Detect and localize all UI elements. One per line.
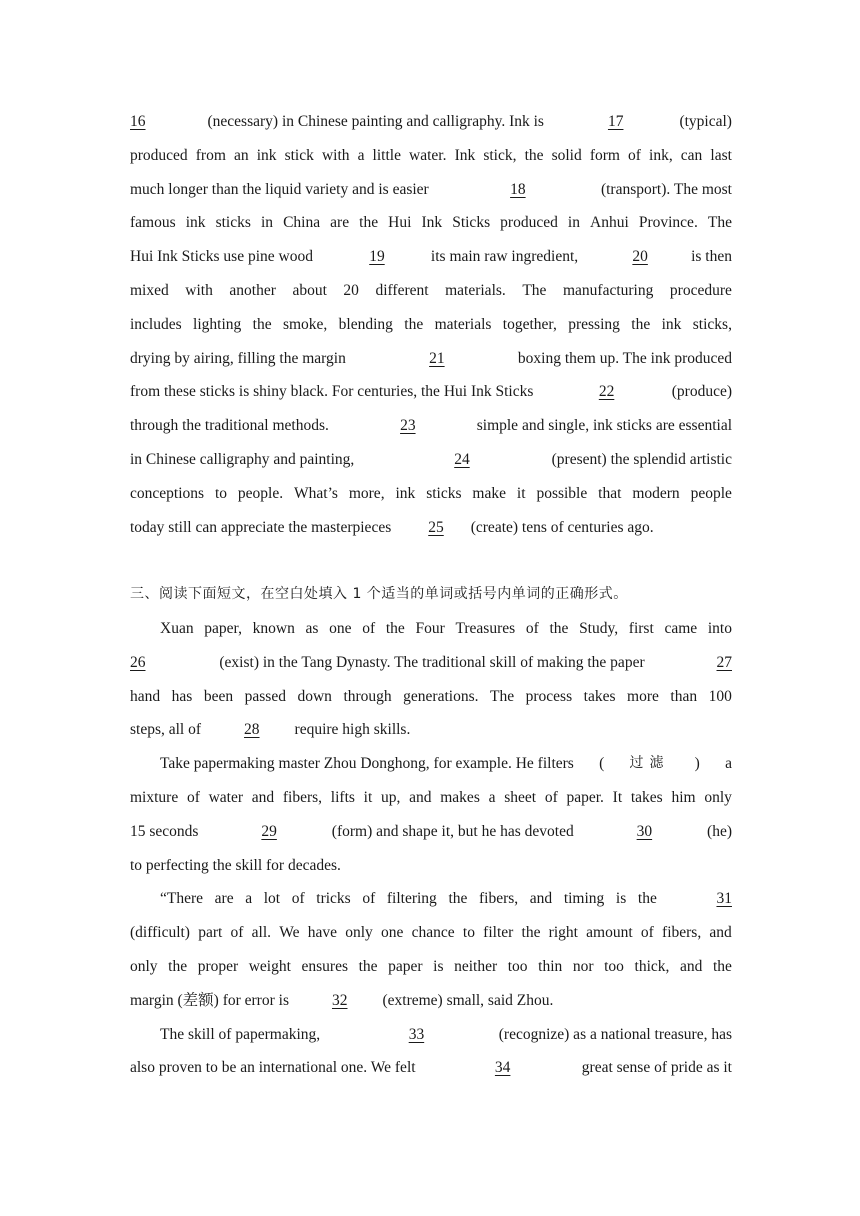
text: in Chinese calligraphy and painting, xyxy=(130,450,355,468)
paren: ) xyxy=(694,755,700,773)
word: The xyxy=(522,281,547,299)
text: (exist) in the Tang Dynasty. The traditional skill of making the paper xyxy=(219,653,645,671)
section-title: 三、阅读下面短文，在空白处填入 1 个适当的单词或括号内单词的正确形式。 xyxy=(130,586,628,603)
word: to xyxy=(214,484,228,502)
text: from these sticks is shiny black. For centuries, the Hui Ink Sticks xyxy=(130,383,534,401)
word: the xyxy=(252,315,272,333)
word: modern xyxy=(632,484,680,502)
word: ink, xyxy=(649,146,673,164)
section-heading xyxy=(130,578,732,612)
word: a xyxy=(245,890,253,908)
word: 100 xyxy=(708,687,732,705)
word: materials. xyxy=(445,281,506,299)
word: Anhui xyxy=(590,214,629,232)
passage-line xyxy=(130,680,732,714)
word: the xyxy=(168,957,188,975)
word: lot xyxy=(263,890,281,908)
word: people xyxy=(690,484,732,502)
word: the xyxy=(359,214,379,232)
word: sticks xyxy=(215,214,251,232)
word: It xyxy=(612,788,623,806)
word: one xyxy=(329,619,352,637)
word: Ink xyxy=(454,146,476,164)
word: Four xyxy=(415,619,445,637)
word: that xyxy=(598,484,622,502)
blank-29[interactable]: 29 xyxy=(261,822,277,840)
word: makes xyxy=(440,788,480,806)
word: than xyxy=(670,687,698,705)
word: process xyxy=(525,687,573,705)
word: materials xyxy=(434,315,492,333)
word: the xyxy=(358,957,378,975)
word: all. xyxy=(251,924,272,942)
word: are xyxy=(214,890,234,908)
word: only xyxy=(345,924,373,942)
word: the xyxy=(524,146,544,164)
word: chance xyxy=(411,924,455,942)
word: part xyxy=(198,924,223,942)
word: mixture xyxy=(130,788,179,806)
word: in xyxy=(567,214,580,232)
passage-line xyxy=(130,240,732,274)
word: water xyxy=(208,788,244,806)
passage-line xyxy=(130,781,732,815)
word: the xyxy=(637,890,657,908)
word: (difficult) xyxy=(130,924,190,942)
word: filter xyxy=(483,924,514,942)
word: right xyxy=(548,924,578,942)
word: timing xyxy=(563,890,605,908)
word: been xyxy=(203,687,234,705)
word: it xyxy=(363,788,373,806)
word: of xyxy=(186,788,200,806)
word: solid xyxy=(551,146,582,164)
passage-line xyxy=(130,477,732,511)
word: the xyxy=(385,619,405,637)
word: and xyxy=(680,957,703,975)
word: fibers, xyxy=(479,890,519,908)
word: one xyxy=(381,924,404,942)
word: Xuan xyxy=(160,619,194,637)
passage-line xyxy=(130,173,732,207)
word: the xyxy=(631,315,651,333)
word: lifts xyxy=(330,788,355,806)
text: great sense of pride as it xyxy=(581,1059,732,1077)
word: China xyxy=(283,214,321,232)
text: (typical) xyxy=(679,113,732,130)
word: 20 xyxy=(343,281,359,299)
word: people. xyxy=(237,484,284,502)
passage-line xyxy=(130,375,732,409)
passage-line xyxy=(130,916,732,950)
word: ensures xyxy=(301,957,349,975)
word: produced xyxy=(500,214,558,232)
word: of xyxy=(628,146,641,164)
blank-20[interactable]: 20 xyxy=(632,248,648,266)
word: ink xyxy=(185,214,206,232)
word: are xyxy=(330,214,350,232)
word: an xyxy=(233,146,249,164)
word: the xyxy=(404,315,424,333)
word: down xyxy=(297,687,332,705)
word: procedure xyxy=(669,281,732,299)
word: known xyxy=(252,619,295,637)
passage-line xyxy=(130,342,732,376)
blank-16[interactable]: 16 xyxy=(130,113,146,130)
text: drying by airing, filling the margin xyxy=(130,349,346,367)
passage-line xyxy=(130,409,732,443)
blank-17[interactable]: 17 xyxy=(607,113,624,130)
word: more, xyxy=(348,484,385,502)
word: together, xyxy=(502,315,557,333)
text: (produce) xyxy=(671,383,732,401)
word: can xyxy=(680,146,703,164)
word: through xyxy=(343,687,392,705)
word: mixed xyxy=(130,281,169,299)
passage-line xyxy=(130,274,732,308)
word: stick, xyxy=(483,146,517,164)
word: of xyxy=(544,788,558,806)
text: a xyxy=(725,755,732,773)
text: 15 seconds xyxy=(130,822,199,840)
word: nor xyxy=(572,957,594,975)
word: only xyxy=(704,788,732,806)
word: Study, xyxy=(579,619,619,637)
word: sticks xyxy=(426,484,462,502)
word: weight xyxy=(248,957,291,975)
word: a xyxy=(357,146,365,164)
word: a xyxy=(488,788,496,806)
passage-line xyxy=(130,950,732,984)
word: famous xyxy=(130,214,176,232)
spacer xyxy=(130,544,732,578)
text: (form) and shape it, but he has devoted xyxy=(331,822,574,840)
word: The xyxy=(490,687,515,705)
word: smoke, xyxy=(282,315,328,333)
word: produced xyxy=(130,146,188,164)
text: much longer than the liquid variety and is easier xyxy=(130,180,429,198)
passage-line xyxy=(130,815,732,849)
word: ink xyxy=(661,315,682,333)
passage-line xyxy=(130,882,732,916)
word: lighting xyxy=(193,315,242,333)
word: proper xyxy=(197,957,239,975)
text: its main raw ingredient, xyxy=(430,248,579,266)
word: manufacturing xyxy=(562,281,654,299)
passage-line xyxy=(130,984,732,1018)
word: have xyxy=(307,924,338,942)
word: from xyxy=(195,146,226,164)
word: of xyxy=(230,924,244,942)
blank-27[interactable]: 27 xyxy=(716,653,732,671)
text: through the traditional methods. xyxy=(130,417,329,435)
word: of xyxy=(525,619,539,637)
blank-19[interactable]: 19 xyxy=(369,248,385,266)
text: also proven to be an international one. We felt xyxy=(130,1059,416,1077)
text: (present) the splendid artistic xyxy=(551,450,732,468)
word: first xyxy=(628,619,654,637)
word: make xyxy=(472,484,506,502)
passage-line xyxy=(130,612,732,646)
word: of xyxy=(291,890,305,908)
text: simple and single, ink sticks are essential xyxy=(476,417,732,435)
word: last xyxy=(710,146,732,164)
word: Province. xyxy=(638,214,698,232)
word: is xyxy=(433,957,444,975)
word: amount xyxy=(586,924,633,942)
word: the xyxy=(549,619,569,637)
blank-24[interactable]: 24 xyxy=(454,450,470,468)
word: up, xyxy=(381,788,401,806)
passage-line xyxy=(130,1018,732,1052)
blank-30[interactable]: 30 xyxy=(636,822,653,840)
blank-18[interactable]: 18 xyxy=(510,180,526,198)
word: as xyxy=(305,619,319,637)
word: different xyxy=(375,281,429,299)
word: sheet xyxy=(504,788,537,806)
word: the xyxy=(712,957,732,975)
word: it xyxy=(516,484,526,502)
word: paper. xyxy=(566,788,604,806)
text: steps, all of xyxy=(130,721,202,739)
word: Hui xyxy=(388,214,412,232)
word: neither xyxy=(454,957,498,975)
word: more xyxy=(627,687,659,705)
text: today still can appreciate the masterpieces xyxy=(130,518,392,536)
blank-28[interactable]: 28 xyxy=(244,721,260,739)
word: Treasures xyxy=(455,619,516,637)
word: takes xyxy=(630,788,663,806)
word: and xyxy=(409,788,432,806)
text: (transport). The most xyxy=(600,180,732,198)
blank-23[interactable]: 23 xyxy=(400,417,416,435)
passage-line xyxy=(130,713,732,747)
word: fibers, xyxy=(282,788,323,806)
text: boxing them up. The ink produced xyxy=(517,349,732,367)
gloss: 过滤 xyxy=(629,755,670,772)
passage-line xyxy=(130,139,732,173)
word: about xyxy=(292,281,327,299)
word: too xyxy=(507,957,528,975)
text: (he) xyxy=(707,822,732,840)
word: sticks, xyxy=(692,315,732,333)
word: the xyxy=(521,924,541,942)
word: filtering xyxy=(386,890,437,908)
blank-26[interactable]: 26 xyxy=(130,653,146,671)
text: The skill of papermaking, xyxy=(160,1025,321,1043)
passage-line xyxy=(130,511,732,545)
document-page xyxy=(130,105,732,1085)
word: “There xyxy=(160,890,204,908)
word: hand xyxy=(130,687,161,705)
word: has xyxy=(171,687,193,705)
word: tricks xyxy=(316,890,351,908)
word: Sticks xyxy=(452,214,491,232)
blank-25[interactable]: 25 xyxy=(428,518,444,536)
word: into xyxy=(707,619,732,637)
word: conceptions xyxy=(130,484,205,502)
word: only xyxy=(130,957,158,975)
text: Hui Ink Sticks use pine wood xyxy=(130,248,313,266)
blank-33[interactable]: 33 xyxy=(408,1025,425,1043)
passage-line xyxy=(130,105,732,139)
word: includes xyxy=(130,315,182,333)
passage-line xyxy=(130,646,732,680)
word: Ink xyxy=(421,214,443,232)
text: require high skills. xyxy=(294,721,411,739)
word: to xyxy=(462,924,475,942)
blank-32[interactable]: 32 xyxy=(331,991,348,1009)
word: paper xyxy=(388,957,423,975)
passage-line xyxy=(130,206,732,240)
word: too xyxy=(604,957,624,975)
passage-line xyxy=(130,747,732,781)
word: thick, xyxy=(634,957,670,975)
word: form xyxy=(589,146,620,164)
text: is then xyxy=(691,248,732,266)
word: paper, xyxy=(204,619,242,637)
word: of xyxy=(640,924,654,942)
word: came xyxy=(664,619,698,637)
text: (recognize) as a national treasure, has xyxy=(498,1025,732,1043)
word: generations. xyxy=(403,687,479,705)
word: ink xyxy=(395,484,416,502)
word: another xyxy=(229,281,276,299)
word: and xyxy=(529,890,553,908)
word: What’s xyxy=(294,484,338,502)
word: with xyxy=(185,281,213,299)
text: Take papermaking master Zhou Donghong, for example. He filters xyxy=(160,755,574,773)
word: him xyxy=(671,788,696,806)
text: to perfecting the skill for decades. xyxy=(130,856,341,874)
word: passed xyxy=(244,687,286,705)
blank-31[interactable]: 31 xyxy=(716,890,732,908)
blank-22[interactable]: 22 xyxy=(598,383,615,401)
word: of xyxy=(362,890,376,908)
word: little xyxy=(372,146,401,164)
word: The xyxy=(707,214,732,232)
word: pressing xyxy=(568,315,620,333)
word: the xyxy=(448,890,468,908)
word: is xyxy=(615,890,627,908)
text: (extreme) small, said Zhou. xyxy=(382,991,554,1009)
word: of xyxy=(362,619,376,637)
word: stick xyxy=(284,146,314,164)
passage-line xyxy=(130,849,732,883)
word: in xyxy=(260,214,274,232)
word: and xyxy=(709,924,732,942)
word: water. xyxy=(409,146,447,164)
word: possible xyxy=(536,484,588,502)
blank-21[interactable]: 21 xyxy=(429,349,445,367)
word: blending xyxy=(338,315,393,333)
word: with xyxy=(321,146,350,164)
word: fibers, xyxy=(662,924,702,942)
word: We xyxy=(279,924,300,942)
paren: ( xyxy=(599,755,605,773)
word: thin xyxy=(538,957,563,975)
word: and xyxy=(251,788,275,806)
passage-line xyxy=(130,308,732,342)
passage-line xyxy=(130,443,732,477)
word: ink xyxy=(256,146,277,164)
passage-line xyxy=(130,1051,732,1085)
word: takes xyxy=(583,687,616,705)
text: margin (差额) for error is xyxy=(130,991,289,1009)
text: (create) tens of centuries ago. xyxy=(470,518,654,536)
blank-34[interactable]: 34 xyxy=(494,1059,511,1077)
text: (necessary) in Chinese painting and calligraphy. Ink is xyxy=(207,113,544,130)
